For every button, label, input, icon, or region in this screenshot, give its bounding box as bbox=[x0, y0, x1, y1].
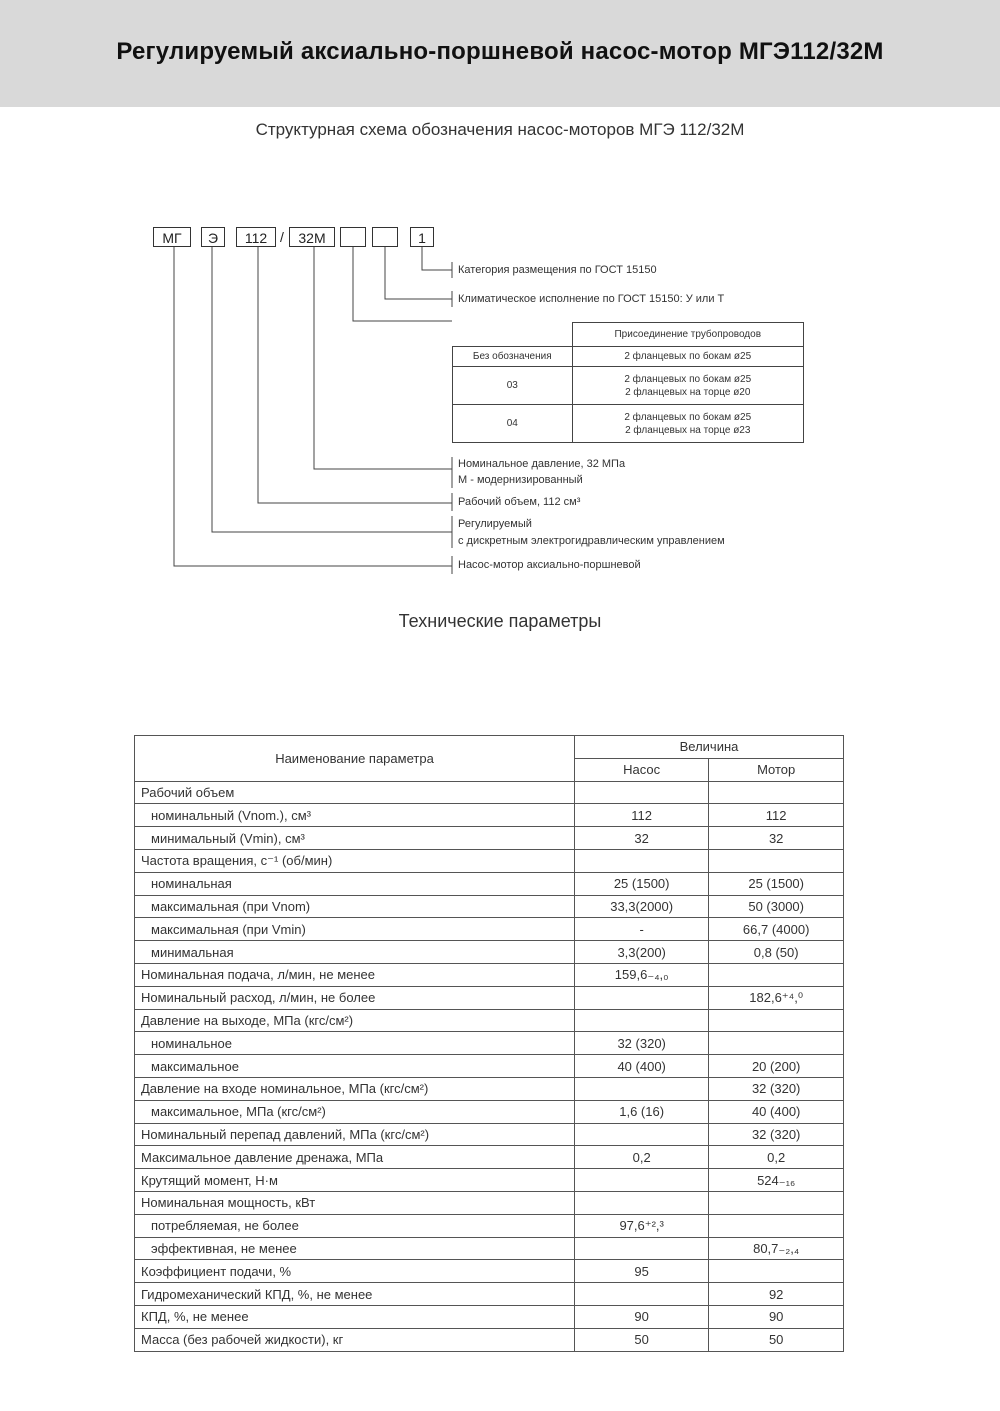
tech-table bbox=[134, 735, 844, 1352]
pump-value bbox=[574, 1283, 708, 1306]
tech-header-value: Величина bbox=[574, 736, 843, 759]
table-row bbox=[135, 1146, 844, 1169]
motor-value bbox=[709, 849, 844, 872]
table-row bbox=[135, 1055, 844, 1078]
table-row bbox=[135, 1260, 844, 1283]
param-name: КПД, %, не менее bbox=[135, 1305, 575, 1328]
param-name: максимальная (при Vnom) bbox=[135, 895, 575, 918]
tech-header-name: Наименование параметра bbox=[135, 736, 575, 782]
table-row bbox=[135, 1305, 844, 1328]
code-box-mg: МГ bbox=[153, 227, 191, 247]
param-name: Номинальный перепад давлений, МПа (кгс/см²) bbox=[135, 1123, 575, 1146]
motor-value: 32 bbox=[709, 827, 844, 850]
param-name: номинальная bbox=[135, 872, 575, 895]
tech-table-body bbox=[135, 781, 844, 1351]
motor-value bbox=[709, 1191, 844, 1214]
pump-value: - bbox=[574, 918, 708, 941]
motor-value: 0,2 bbox=[709, 1146, 844, 1169]
motor-value: 20 (200) bbox=[709, 1055, 844, 1078]
motor-value bbox=[709, 963, 844, 986]
param-name: Давление на входе номинальное, МПа (кгс/см²) bbox=[135, 1077, 575, 1100]
table-row bbox=[135, 1100, 844, 1123]
code-box-placement: 1 bbox=[410, 227, 434, 247]
param-name: Гидромеханический КПД, %, не менее bbox=[135, 1283, 575, 1306]
pump-value: 3,3(200) bbox=[574, 941, 708, 964]
pump-value: 40 (400) bbox=[574, 1055, 708, 1078]
param-name: Номинальная мощность, кВт bbox=[135, 1191, 575, 1214]
pump-value bbox=[574, 986, 708, 1009]
pump-value: 112 bbox=[574, 804, 708, 827]
motor-value: 32 (320) bbox=[709, 1123, 844, 1146]
connection-desc: 2 фланцевых по бокам ø25 bbox=[572, 347, 804, 367]
param-name: эффективная, не менее bbox=[135, 1237, 575, 1260]
pump-value: 95 bbox=[574, 1260, 708, 1283]
pump-value bbox=[574, 1237, 708, 1260]
code-box-volume: 112 bbox=[236, 227, 276, 247]
motor-value bbox=[709, 1032, 844, 1055]
param-name: Номинальный расход, л/мин, не более bbox=[135, 986, 575, 1009]
table-row bbox=[135, 1328, 844, 1351]
connection-desc: 2 фланцевых по бокам ø25 bbox=[624, 411, 752, 423]
label-pressure-2: М - модернизированный bbox=[458, 474, 583, 486]
label-regulated-1: Регулируемый bbox=[458, 518, 532, 530]
label-climate: Климатическое исполнение по ГОСТ 15150: У или Т bbox=[458, 293, 725, 305]
tech-header-pump: Насос bbox=[574, 758, 708, 781]
motor-value: 90 bbox=[709, 1305, 844, 1328]
label-pressure-1: Номинальное давление, 32 МПа bbox=[458, 458, 626, 470]
pump-value bbox=[574, 849, 708, 872]
pump-value: 90 bbox=[574, 1305, 708, 1328]
connection-table bbox=[452, 322, 804, 443]
motor-value: 80,7₋₂,₄ bbox=[709, 1237, 844, 1260]
param-name: Давление на выходе, МПа (кгс/см²) bbox=[135, 1009, 575, 1032]
param-name: Частота вращения, с⁻¹ (об/мин) bbox=[135, 849, 575, 872]
code-box-pressure: 32М bbox=[289, 227, 335, 247]
table-row bbox=[135, 941, 844, 964]
pump-value: 0,2 bbox=[574, 1146, 708, 1169]
tech-header-motor: Мотор bbox=[709, 758, 844, 781]
table-row bbox=[135, 1191, 844, 1214]
motor-value: 0,8 (50) bbox=[709, 941, 844, 964]
table-row bbox=[135, 986, 844, 1009]
motor-value: 182,6⁺⁴,⁰ bbox=[709, 986, 844, 1009]
table-row bbox=[135, 895, 844, 918]
connection-code: 03 bbox=[453, 367, 573, 405]
pump-value: 1,6 (16) bbox=[574, 1100, 708, 1123]
label-placement: Категория размещения по ГОСТ 15150 bbox=[458, 264, 657, 276]
table-row bbox=[135, 1009, 844, 1032]
table-row bbox=[135, 1077, 844, 1100]
table-row bbox=[135, 963, 844, 986]
param-name: потребляемая, не более bbox=[135, 1214, 575, 1237]
connection-code: 04 bbox=[453, 405, 573, 443]
scheme-subtitle: Структурная схема обозначения насос-моторов МГЭ 112/32М bbox=[255, 120, 745, 139]
motor-value: 50 (3000) bbox=[709, 895, 844, 918]
page-title: Регулируемый аксиально-поршневой насос-мотор МГЭ112/32М bbox=[116, 38, 884, 65]
table-row bbox=[135, 827, 844, 850]
connection-desc: 2 фланцевых по бокам ø25 bbox=[624, 373, 752, 385]
param-name: минимальная bbox=[135, 941, 575, 964]
motor-value bbox=[709, 1214, 844, 1237]
label-type: Насос-мотор аксиально-поршневой bbox=[458, 559, 641, 571]
motor-value: 40 (400) bbox=[709, 1100, 844, 1123]
motor-value bbox=[709, 1009, 844, 1032]
param-name: максимальное, МПа (кгс/см²) bbox=[135, 1100, 575, 1123]
param-name: Максимальное давление дренажа, МПа bbox=[135, 1146, 575, 1169]
param-name: Номинальная подача, л/мин, не менее bbox=[135, 963, 575, 986]
connection-desc: 2 фланцевых на торце ø23 bbox=[625, 424, 751, 436]
pump-value: 97,6⁺²,³ bbox=[574, 1214, 708, 1237]
table-row bbox=[135, 1237, 844, 1260]
param-name: минимальный (Vmin), см³ bbox=[135, 827, 575, 850]
table-row bbox=[135, 804, 844, 827]
label-volume: Рабочий объем, 112 см³ bbox=[458, 496, 581, 508]
code-box-e: Э bbox=[201, 227, 225, 247]
label-regulated-2: с дискретным электрогидравлическим управлением bbox=[458, 535, 725, 547]
pump-value bbox=[574, 1169, 708, 1192]
param-name: максимальная (при Vmin) bbox=[135, 918, 575, 941]
pump-value: 32 bbox=[574, 827, 708, 850]
pump-value: 25 (1500) bbox=[574, 872, 708, 895]
pump-value bbox=[574, 1009, 708, 1032]
table-row bbox=[135, 872, 844, 895]
param-name: Масса (без рабочей жидкости), кг bbox=[135, 1328, 575, 1351]
connection-desc: 2 фланцевых на торце ø20 bbox=[625, 386, 751, 398]
table-row bbox=[135, 781, 844, 804]
pump-value bbox=[574, 781, 708, 804]
pump-value bbox=[574, 1077, 708, 1100]
table-row bbox=[135, 1169, 844, 1192]
param-name: Коэффициент подачи, % bbox=[135, 1260, 575, 1283]
table-row bbox=[135, 918, 844, 941]
table-row bbox=[135, 1123, 844, 1146]
motor-value: 25 (1500) bbox=[709, 872, 844, 895]
param-name: Рабочий объем bbox=[135, 781, 575, 804]
motor-value: 112 bbox=[709, 804, 844, 827]
param-name: Крутящий момент, Н·м bbox=[135, 1169, 575, 1192]
connection-code: Без обозначения bbox=[453, 347, 573, 367]
motor-value: 66,7 (4000) bbox=[709, 918, 844, 941]
pump-value: 159,6₋₄,₀ bbox=[574, 963, 708, 986]
motor-value: 92 bbox=[709, 1283, 844, 1306]
pump-value: 50 bbox=[574, 1328, 708, 1351]
pump-value bbox=[574, 1123, 708, 1146]
motor-value: 524₋₁₆ bbox=[709, 1169, 844, 1192]
connection-header: Присоединение трубопроводов bbox=[572, 323, 804, 347]
motor-value: 50 bbox=[709, 1328, 844, 1351]
param-name: номинальное bbox=[135, 1032, 575, 1055]
pump-value: 33,3(2000) bbox=[574, 895, 708, 918]
code-slash: / bbox=[280, 229, 284, 245]
pump-value: 32 (320) bbox=[574, 1032, 708, 1055]
table-row bbox=[135, 1283, 844, 1306]
motor-value: 32 (320) bbox=[709, 1077, 844, 1100]
motor-value bbox=[709, 781, 844, 804]
param-name: номинальный (Vnom.), см³ bbox=[135, 804, 575, 827]
table-row bbox=[135, 849, 844, 872]
param-name: максимальное bbox=[135, 1055, 575, 1078]
tech-section-title: Технические параметры bbox=[398, 611, 602, 631]
pump-value bbox=[574, 1191, 708, 1214]
table-row bbox=[135, 1214, 844, 1237]
motor-value bbox=[709, 1260, 844, 1283]
table-row bbox=[135, 1032, 844, 1055]
